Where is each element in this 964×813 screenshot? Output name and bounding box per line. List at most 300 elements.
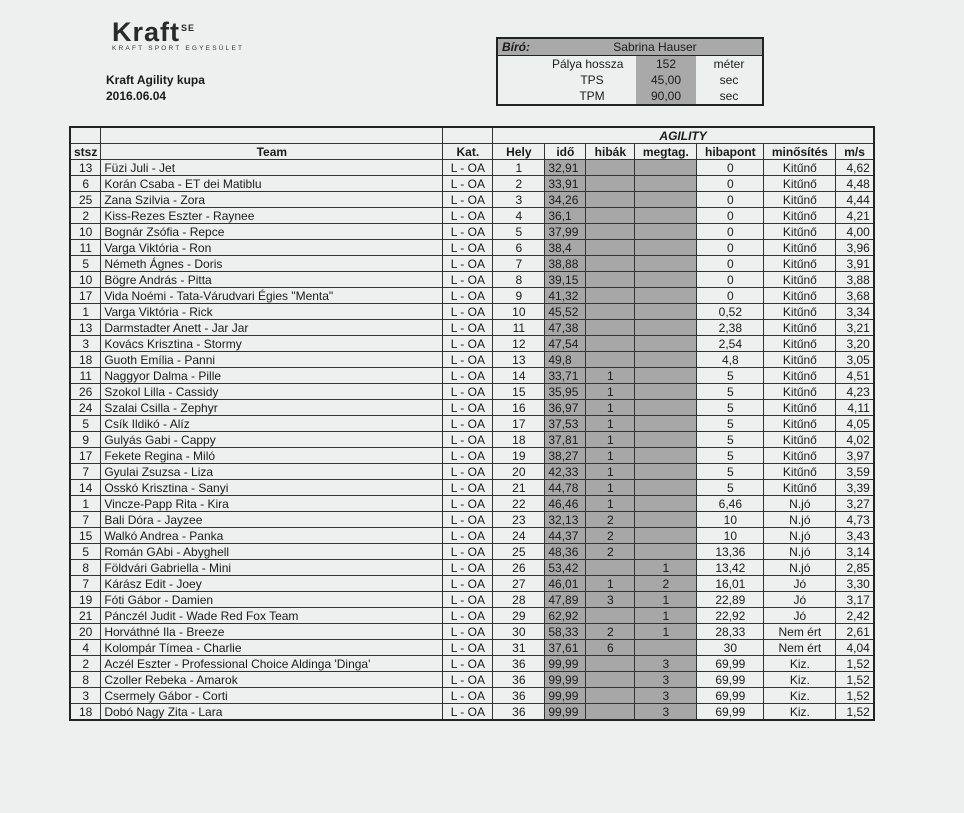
table-row xyxy=(70,272,874,288)
cell-hely: 14 xyxy=(493,368,545,384)
table-row xyxy=(70,576,874,592)
cell-kat: L - OA xyxy=(443,176,493,192)
cell-hely: 8 xyxy=(493,272,545,288)
cell-megtag xyxy=(635,160,697,176)
cell-minosites: Kitűnő xyxy=(764,288,836,304)
table-row xyxy=(70,320,874,336)
cell-kat: L - OA xyxy=(443,672,493,688)
judge-name: Sabrina Hauser xyxy=(548,38,763,56)
cell-team: Bögre András - Pitta xyxy=(101,272,443,288)
cell-team: Csermely Gábor - Corti xyxy=(101,688,443,704)
cell-hibak xyxy=(586,688,635,704)
cell-kat: L - OA xyxy=(443,528,493,544)
table-row xyxy=(70,544,874,560)
cell-kat: L - OA xyxy=(443,352,493,368)
cell-stsz: 11 xyxy=(70,240,101,256)
cell-minosites: Kiz. xyxy=(764,688,836,704)
cell-kat: L - OA xyxy=(443,400,493,416)
cell-ido: 53,42 xyxy=(545,560,586,576)
cell-stsz: 24 xyxy=(70,400,101,416)
cell-team: Kovács Krisztina - Stormy xyxy=(101,336,443,352)
cell-hely: 10 xyxy=(493,304,545,320)
cell-hibapont: 2,38 xyxy=(697,320,764,336)
table-row xyxy=(70,560,874,576)
course-length-row: Pálya hossza 152 méter xyxy=(552,56,745,71)
cell-ms: 3,17 xyxy=(836,592,874,608)
cell-hely: 36 xyxy=(493,656,545,672)
cell-hely: 11 xyxy=(493,320,545,336)
cell-minosites: Kitűnő xyxy=(764,160,836,176)
cell-hibak: 1 xyxy=(586,496,635,512)
cell-ido: 36,97 xyxy=(545,400,586,416)
cell-hibak xyxy=(586,176,635,192)
cell-team: Walkó Andrea - Panka xyxy=(101,528,443,544)
cell-ms: 3,05 xyxy=(836,352,874,368)
cell-kat: L - OA xyxy=(443,384,493,400)
cell-stsz: 18 xyxy=(70,352,101,368)
cell-kat: L - OA xyxy=(443,272,493,288)
cell-team: Korán Csaba - ET dei Matiblu xyxy=(101,176,443,192)
cell-ido: 48,36 xyxy=(545,544,586,560)
cell-hely: 4 xyxy=(493,208,545,224)
table-row xyxy=(70,368,874,384)
table-row xyxy=(70,656,874,672)
cell-stsz: 8 xyxy=(70,672,101,688)
col-hely: Hely xyxy=(493,144,545,160)
cell-minosites: Jó xyxy=(764,576,836,592)
course-info-table xyxy=(496,37,764,106)
cell-team: Gyulai Zsuzsa - Liza xyxy=(101,464,443,480)
cell-hibak xyxy=(586,272,635,288)
cell-stsz: 17 xyxy=(70,288,101,304)
cell-hely: 26 xyxy=(493,560,545,576)
cell-stsz: 9 xyxy=(70,432,101,448)
cell-ido: 32,13 xyxy=(545,512,586,528)
cell-hibak: 2 xyxy=(586,624,635,640)
cell-hibapont: 2,54 xyxy=(697,336,764,352)
table-row xyxy=(70,448,874,464)
cell-stsz: 11 xyxy=(70,368,101,384)
cell-ms: 4,23 xyxy=(836,384,874,400)
cell-hibapont: 5 xyxy=(697,480,764,496)
cell-minosites: N.jó xyxy=(764,512,836,528)
tps-row: TPS 45,00 sec xyxy=(580,72,739,87)
table-row xyxy=(70,672,874,688)
cell-kat: L - OA xyxy=(443,304,493,320)
cell-kat: L - OA xyxy=(443,560,493,576)
cell-ido: 58,33 xyxy=(545,624,586,640)
cell-megtag xyxy=(635,448,697,464)
cell-kat: L - OA xyxy=(443,464,493,480)
cell-ido: 35,95 xyxy=(545,384,586,400)
cell-ms: 3,34 xyxy=(836,304,874,320)
cell-hibak xyxy=(586,656,635,672)
cell-kat: L - OA xyxy=(443,512,493,528)
cell-team: Németh Ágnes - Doris xyxy=(101,256,443,272)
cell-megtag xyxy=(635,528,697,544)
cell-kat: L - OA xyxy=(443,256,493,272)
table-row xyxy=(70,208,874,224)
table-row xyxy=(70,336,874,352)
cell-hibapont: 5 xyxy=(697,384,764,400)
cell-kat: L - OA xyxy=(443,656,493,672)
table-row xyxy=(70,496,874,512)
cell-hibapont: 5 xyxy=(697,448,764,464)
col-team: Team xyxy=(101,144,443,160)
table-row xyxy=(70,592,874,608)
cell-megtag: 3 xyxy=(635,688,697,704)
cell-megtag xyxy=(635,192,697,208)
cell-kat: L - OA xyxy=(443,208,493,224)
cell-stsz: 26 xyxy=(70,384,101,400)
cell-ms: 4,48 xyxy=(836,176,874,192)
cell-stsz: 10 xyxy=(70,224,101,240)
table-row xyxy=(70,512,874,528)
cell-kat: L - OA xyxy=(443,448,493,464)
cell-hibak: 6 xyxy=(586,640,635,656)
cell-hely: 31 xyxy=(493,640,545,656)
cell-megtag: 1 xyxy=(635,560,697,576)
cell-kat: L - OA xyxy=(443,432,493,448)
cell-megtag xyxy=(635,464,697,480)
judge-label: Bíró: xyxy=(497,38,548,56)
cell-hely: 15 xyxy=(493,384,545,400)
cell-hibak: 1 xyxy=(586,464,635,480)
table-row xyxy=(70,224,874,240)
cell-kat: L - OA xyxy=(443,416,493,432)
cell-hibapont: 13,36 xyxy=(697,544,764,560)
cell-megtag xyxy=(635,256,697,272)
cell-megtag xyxy=(635,352,697,368)
kraft-logo xyxy=(112,14,244,52)
cell-kat: L - OA xyxy=(443,480,493,496)
cell-ms: 2,42 xyxy=(836,608,874,624)
cell-stsz: 18 xyxy=(70,704,101,721)
table-row xyxy=(70,464,874,480)
cell-ms: 4,51 xyxy=(836,368,874,384)
table-row xyxy=(70,176,874,192)
cell-stsz: 3 xyxy=(70,336,101,352)
cell-hely: 3 xyxy=(493,192,545,208)
table-row xyxy=(70,192,874,208)
cell-stsz: 21 xyxy=(70,608,101,624)
cell-hibapont: 22,92 xyxy=(697,608,764,624)
cell-team: Horváthné Ila - Breeze xyxy=(101,624,443,640)
cell-ido: 49,8 xyxy=(545,352,586,368)
cell-hibapont: 69,99 xyxy=(697,672,764,688)
cell-ms: 3,88 xyxy=(836,272,874,288)
cell-team: Román GAbi - Abyghell xyxy=(101,544,443,560)
cell-hibak: 1 xyxy=(586,576,635,592)
cell-kat: L - OA xyxy=(443,624,493,640)
cell-ido: 99,99 xyxy=(545,688,586,704)
results-table xyxy=(69,126,875,721)
cell-ido: 33,91 xyxy=(545,176,586,192)
cell-hibapont: 10 xyxy=(697,512,764,528)
course-length-value: 152 xyxy=(636,56,696,73)
cell-minosites: Jó xyxy=(764,608,836,624)
cell-minosites: Kiz. xyxy=(764,672,836,688)
cell-ido: 34,26 xyxy=(545,192,586,208)
cell-megtag xyxy=(635,496,697,512)
cell-stsz: 6 xyxy=(70,176,101,192)
cell-ms: 3,68 xyxy=(836,288,874,304)
cell-kat: L - OA xyxy=(443,336,493,352)
cell-ms: 3,59 xyxy=(836,464,874,480)
cell-team: Fóti Gábor - Damien xyxy=(101,592,443,608)
cell-hely: 21 xyxy=(493,480,545,496)
cell-minosites: Kiz. xyxy=(764,656,836,672)
cell-minosites: N.jó xyxy=(764,560,836,576)
cell-hibak xyxy=(586,160,635,176)
table-row xyxy=(70,480,874,496)
cell-megtag xyxy=(635,224,697,240)
cell-kat: L - OA xyxy=(443,544,493,560)
cell-hibak: 1 xyxy=(586,448,635,464)
cell-ido: 99,99 xyxy=(545,656,586,672)
cell-hibapont: 69,99 xyxy=(697,656,764,672)
cell-stsz: 25 xyxy=(70,192,101,208)
col-hibapont: hibapont xyxy=(697,144,764,160)
cell-hely: 36 xyxy=(493,688,545,704)
cell-hibak: 2 xyxy=(586,512,635,528)
cell-stsz: 5 xyxy=(70,256,101,272)
cell-team: Gulyás Gabi - Cappy xyxy=(101,432,443,448)
table-row xyxy=(70,704,874,721)
cell-stsz: 15 xyxy=(70,528,101,544)
cell-ido: 33,71 xyxy=(545,368,586,384)
table-row xyxy=(70,352,874,368)
cell-hibapont: 16,01 xyxy=(697,576,764,592)
cell-hely: 36 xyxy=(493,704,545,721)
cell-hibapont: 22,89 xyxy=(697,592,764,608)
cell-kat: L - OA xyxy=(443,320,493,336)
cell-ms: 3,97 xyxy=(836,448,874,464)
cell-hibak xyxy=(586,560,635,576)
cell-minosites: Kitűnő xyxy=(764,192,836,208)
cell-stsz: 14 xyxy=(70,480,101,496)
cell-minosites: Kitűnő xyxy=(764,272,836,288)
table-row xyxy=(70,432,874,448)
col-minosites: minősítés xyxy=(764,144,836,160)
cell-stsz: 13 xyxy=(70,320,101,336)
cell-hely: 30 xyxy=(493,624,545,640)
cell-ms: 2,61 xyxy=(836,624,874,640)
cell-team: Varga Viktória - Rick xyxy=(101,304,443,320)
cell-hibapont: 0 xyxy=(697,160,764,176)
cell-minosites: N.jó xyxy=(764,544,836,560)
cell-ms: 3,30 xyxy=(836,576,874,592)
cell-hibapont: 0,52 xyxy=(697,304,764,320)
cell-team: Varga Viktória - Ron xyxy=(101,240,443,256)
cell-minosites: N.jó xyxy=(764,528,836,544)
cell-team: Kiss-Rezes Eszter - Raynee xyxy=(101,208,443,224)
cell-team: Szokol Lilla - Cassidy xyxy=(101,384,443,400)
cell-team: Kárász Edit - Joey xyxy=(101,576,443,592)
cell-stsz: 7 xyxy=(70,512,101,528)
cell-hibak: 1 xyxy=(586,368,635,384)
cell-kat: L - OA xyxy=(443,640,493,656)
table-row xyxy=(70,288,874,304)
cell-ms: 4,00 xyxy=(836,224,874,240)
logo-subtitle: KRAFT SPORT EGYESÜLET xyxy=(112,45,245,52)
cell-ms: 2,85 xyxy=(836,560,874,576)
table-row xyxy=(70,624,874,640)
cell-ms: 1,52 xyxy=(836,656,874,672)
cell-team: Aczél Eszter - Professional Choice Aldinga 'Dinga' xyxy=(101,656,443,672)
cell-kat: L - OA xyxy=(443,608,493,624)
cell-kat: L - OA xyxy=(443,368,493,384)
cell-ido: 99,99 xyxy=(545,704,586,721)
cell-hibapont: 69,99 xyxy=(697,704,764,721)
cell-ido: 37,53 xyxy=(545,416,586,432)
cell-team: Dobó Nagy Zita - Lara xyxy=(101,704,443,721)
cell-hely: 7 xyxy=(493,256,545,272)
cell-stsz: 1 xyxy=(70,304,101,320)
cell-hibapont: 13,42 xyxy=(697,560,764,576)
cell-kat: L - OA xyxy=(443,704,493,721)
cell-kat: L - OA xyxy=(443,192,493,208)
cell-hely: 2 xyxy=(493,176,545,192)
cell-hely: 23 xyxy=(493,512,545,528)
cell-ms: 3,39 xyxy=(836,480,874,496)
cell-ms: 3,96 xyxy=(836,240,874,256)
cell-ido: 38,4 xyxy=(545,240,586,256)
cell-minosites: Kitűnő xyxy=(764,384,836,400)
col-kat: Kat. xyxy=(443,144,493,160)
cell-stsz: 2 xyxy=(70,656,101,672)
cell-ido: 46,01 xyxy=(545,576,586,592)
cell-megtag xyxy=(635,320,697,336)
cell-hibapont: 10 xyxy=(697,528,764,544)
cell-minosites: Kitűnő xyxy=(764,336,836,352)
cell-hibapont: 69,99 xyxy=(697,688,764,704)
cell-megtag xyxy=(635,400,697,416)
cell-hely: 29 xyxy=(493,608,545,624)
cell-minosites: Kitűnő xyxy=(764,416,836,432)
col-megtag: megtag. xyxy=(635,144,697,160)
cell-minosites: N.jó xyxy=(764,496,836,512)
table-row xyxy=(70,416,874,432)
cell-hibapont: 5 xyxy=(697,400,764,416)
cell-hibapont: 0 xyxy=(697,272,764,288)
cell-kat: L - OA xyxy=(443,288,493,304)
section-title: AGILITY xyxy=(493,127,874,144)
cell-team: Szalai Csilla - Zephyr xyxy=(101,400,443,416)
table-row xyxy=(70,256,874,272)
table-row xyxy=(70,640,874,656)
cell-hely: 25 xyxy=(493,544,545,560)
cell-hely: 36 xyxy=(493,672,545,688)
cell-megtag xyxy=(635,240,697,256)
cell-minosites: Kiz. xyxy=(764,704,836,721)
cell-ms: 1,52 xyxy=(836,704,874,721)
cell-minosites: Kitűnő xyxy=(764,480,836,496)
cell-hely: 1 xyxy=(493,160,545,176)
cell-stsz: 4 xyxy=(70,640,101,656)
cell-megtag: 2 xyxy=(635,576,697,592)
cell-hibapont: 0 xyxy=(697,208,764,224)
tpm-value: 90,00 xyxy=(636,88,696,105)
cell-stsz: 20 xyxy=(70,624,101,640)
cell-ido: 42,33 xyxy=(545,464,586,480)
cell-kat: L - OA xyxy=(443,576,493,592)
cell-team: Czoller Rebeka - Amarok xyxy=(101,672,443,688)
cell-hibapont: 5 xyxy=(697,416,764,432)
cell-ms: 3,20 xyxy=(836,336,874,352)
cell-megtag xyxy=(635,368,697,384)
cell-hibak: 2 xyxy=(586,528,635,544)
cell-hibak: 1 xyxy=(586,480,635,496)
cell-megtag xyxy=(635,432,697,448)
cell-stsz: 2 xyxy=(70,208,101,224)
cell-hibak xyxy=(586,608,635,624)
cell-hely: 18 xyxy=(493,432,545,448)
cell-team: Csík Ildikó - Alíz xyxy=(101,416,443,432)
table-row xyxy=(70,608,874,624)
cell-megtag: 1 xyxy=(635,592,697,608)
cell-minosites: Kitűnő xyxy=(764,432,836,448)
cell-hibak xyxy=(586,208,635,224)
cell-hely: 6 xyxy=(493,240,545,256)
col-hibak: hibák xyxy=(586,144,635,160)
cell-ido: 45,52 xyxy=(545,304,586,320)
cell-team: Bognár Zsófia - Repce xyxy=(101,224,443,240)
cell-hely: 13 xyxy=(493,352,545,368)
cell-ms: 4,62 xyxy=(836,160,874,176)
cell-hibak xyxy=(586,672,635,688)
cell-minosites: Kitűnő xyxy=(764,224,836,240)
cell-team: Osskó Krisztina - Sanyi xyxy=(101,480,443,496)
cell-megtag xyxy=(635,176,697,192)
cell-hely: 19 xyxy=(493,448,545,464)
cell-ido: 47,54 xyxy=(545,336,586,352)
cell-hely: 28 xyxy=(493,592,545,608)
table-header xyxy=(70,144,874,160)
event-title: Kraft Agility kupa xyxy=(106,73,205,87)
cell-hibak: 1 xyxy=(586,416,635,432)
cell-team: Vida Noémi - Tata-Várudvari Égies "Menta" xyxy=(101,288,443,304)
cell-ido: 38,27 xyxy=(545,448,586,464)
cell-team: Naggyor Dalma - Pille xyxy=(101,368,443,384)
cell-ido: 47,89 xyxy=(545,592,586,608)
cell-minosites: Kitűnő xyxy=(764,352,836,368)
table-row xyxy=(70,688,874,704)
cell-stsz: 5 xyxy=(70,416,101,432)
cell-ido: 62,92 xyxy=(545,608,586,624)
cell-hely: 12 xyxy=(493,336,545,352)
cell-hibak: 1 xyxy=(586,400,635,416)
cell-minosites: Kitűnő xyxy=(764,320,836,336)
cell-kat: L - OA xyxy=(443,240,493,256)
results-body xyxy=(70,160,874,721)
cell-hely: 27 xyxy=(493,576,545,592)
cell-ido: 41,32 xyxy=(545,288,586,304)
cell-ido: 38,88 xyxy=(545,256,586,272)
cell-ms: 3,21 xyxy=(836,320,874,336)
cell-kat: L - OA xyxy=(443,592,493,608)
col-ms: m/s xyxy=(836,144,874,160)
cell-megtag: 3 xyxy=(635,672,697,688)
cell-hibak: 1 xyxy=(586,384,635,400)
cell-ido: 37,61 xyxy=(545,640,586,656)
table-row xyxy=(70,160,874,176)
logo-word: Kraft$^{SE}$ xyxy=(112,17,196,47)
cell-ms: 1,52 xyxy=(836,672,874,688)
cell-stsz: 5 xyxy=(70,544,101,560)
cell-hibapont: 28,33 xyxy=(697,624,764,640)
cell-team: Földvári Gabriella - Mini xyxy=(101,560,443,576)
